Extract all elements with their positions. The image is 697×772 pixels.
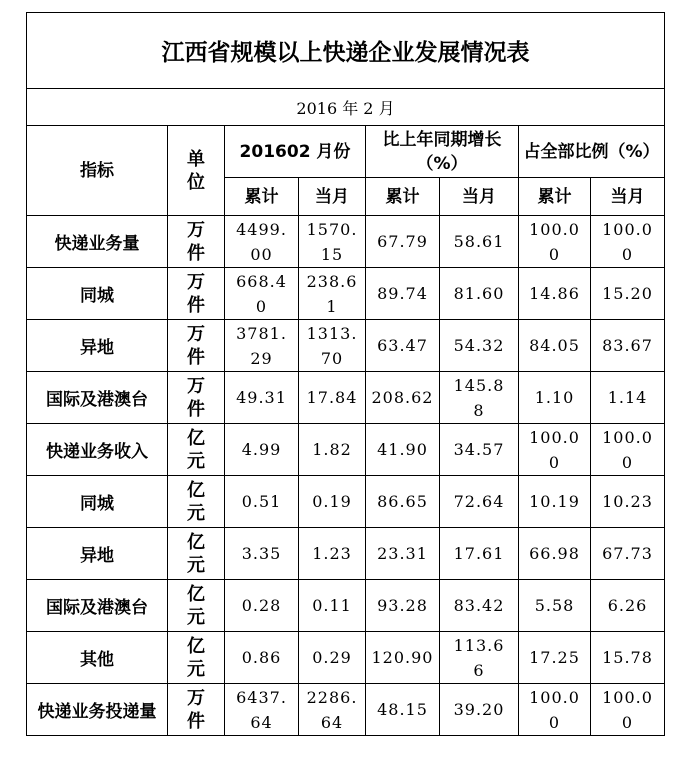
- cell-month-current: 1313.70: [299, 320, 366, 372]
- table-row: [27, 684, 665, 736]
- cell-share-cumulative: 100.00: [519, 684, 591, 736]
- cell-share-current: 83.67: [591, 320, 665, 372]
- table-row: [27, 268, 665, 320]
- cell-growth-cumulative: 23.31: [366, 528, 440, 580]
- cell-share-cumulative: 10.19: [519, 476, 591, 528]
- cell-growth-current: 81.60: [440, 268, 519, 320]
- cell-share-current: 1.14: [591, 372, 665, 424]
- cell-share-current: 100.00: [591, 216, 665, 268]
- row-label: 快递业务收入: [27, 424, 168, 476]
- cell-share-current: 6.26: [591, 580, 665, 632]
- header-month-group: 201602 月份: [225, 126, 366, 178]
- cell-month-current: 1.82: [299, 424, 366, 476]
- table-row: [27, 476, 665, 528]
- table-row: [27, 216, 665, 268]
- cell-growth-current: 58.61: [440, 216, 519, 268]
- cell-growth-current: 54.32: [440, 320, 519, 372]
- cell-month-cumulative: 49.31: [225, 372, 299, 424]
- cell-month-cumulative: 0.51: [225, 476, 299, 528]
- table-row: [27, 424, 665, 476]
- row-unit: 万件: [168, 684, 225, 736]
- cell-growth-cumulative: 89.74: [366, 268, 440, 320]
- cell-growth-current: 34.57: [440, 424, 519, 476]
- cell-growth-current: 39.20: [440, 684, 519, 736]
- express-stats-table: [26, 12, 665, 736]
- row-label: 其他: [27, 632, 168, 684]
- cell-month-current: 0.29: [299, 632, 366, 684]
- cell-growth-current: 72.64: [440, 476, 519, 528]
- row-label: 快递业务投递量: [27, 684, 168, 736]
- table-title: 江西省规模以上快递企业发展情况表: [27, 13, 665, 89]
- cell-share-current: 15.20: [591, 268, 665, 320]
- row-label: 异地: [27, 320, 168, 372]
- row-label: 快递业务量: [27, 216, 168, 268]
- row-unit: 亿元: [168, 476, 225, 528]
- row-label: 国际及港澳台: [27, 372, 168, 424]
- cell-growth-cumulative: 41.90: [366, 424, 440, 476]
- cell-month-cumulative: 3781.29: [225, 320, 299, 372]
- table-row: [27, 320, 665, 372]
- cell-growth-cumulative: 93.28: [366, 580, 440, 632]
- row-unit: 亿元: [168, 528, 225, 580]
- table-row: [27, 372, 665, 424]
- header-growth-group: 比上年同期增长（%）: [366, 126, 519, 178]
- cell-month-current: 2286.64: [299, 684, 366, 736]
- header-growth-cumulative: 累计: [366, 178, 440, 216]
- cell-share-cumulative: 100.00: [519, 216, 591, 268]
- table-row: [27, 632, 665, 684]
- header-indicator: 指标: [27, 126, 168, 216]
- cell-month-cumulative: 0.86: [225, 632, 299, 684]
- row-label: 同城: [27, 268, 168, 320]
- cell-month-current: 1570.15: [299, 216, 366, 268]
- row-unit: 亿元: [168, 632, 225, 684]
- row-unit: 亿元: [168, 580, 225, 632]
- row-label: 异地: [27, 528, 168, 580]
- row-label: 同城: [27, 476, 168, 528]
- header-share-current: 当月: [591, 178, 665, 216]
- cell-month-current: 1.23: [299, 528, 366, 580]
- cell-share-current: 10.23: [591, 476, 665, 528]
- table-row: [27, 528, 665, 580]
- cell-growth-current: 83.42: [440, 580, 519, 632]
- row-unit: 万件: [168, 372, 225, 424]
- cell-growth-cumulative: 67.79: [366, 216, 440, 268]
- express-stats-sheet: [26, 12, 664, 736]
- cell-share-cumulative: 66.98: [519, 528, 591, 580]
- table-subtitle: 2016 年 2 月: [27, 89, 665, 126]
- cell-growth-cumulative: 86.65: [366, 476, 440, 528]
- header-share-cumulative: 累计: [519, 178, 591, 216]
- cell-growth-cumulative: 48.15: [366, 684, 440, 736]
- cell-share-cumulative: 100.00: [519, 424, 591, 476]
- cell-month-current: 238.61: [299, 268, 366, 320]
- cell-growth-current: 17.61: [440, 528, 519, 580]
- cell-share-current: 100.00: [591, 424, 665, 476]
- header-share-group: 占全部比例（%）: [519, 126, 665, 178]
- cell-growth-cumulative: 120.90: [366, 632, 440, 684]
- cell-share-cumulative: 14.86: [519, 268, 591, 320]
- cell-month-cumulative: 6437.64: [225, 684, 299, 736]
- header-month-cumulative: 累计: [225, 178, 299, 216]
- cell-month-cumulative: 3.35: [225, 528, 299, 580]
- cell-share-cumulative: 1.10: [519, 372, 591, 424]
- cell-share-current: 100.00: [591, 684, 665, 736]
- cell-growth-current: 113.66: [440, 632, 519, 684]
- cell-month-cumulative: 0.28: [225, 580, 299, 632]
- cell-month-cumulative: 4499.00: [225, 216, 299, 268]
- cell-month-cumulative: 668.40: [225, 268, 299, 320]
- header-month-current: 当月: [299, 178, 366, 216]
- row-unit: 亿元: [168, 424, 225, 476]
- row-unit: 万件: [168, 268, 225, 320]
- cell-growth-current: 145.88: [440, 372, 519, 424]
- row-unit: 万件: [168, 216, 225, 268]
- cell-month-cumulative: 4.99: [225, 424, 299, 476]
- cell-month-current: 0.11: [299, 580, 366, 632]
- cell-share-cumulative: 84.05: [519, 320, 591, 372]
- row-label: 国际及港澳台: [27, 580, 168, 632]
- cell-share-cumulative: 5.58: [519, 580, 591, 632]
- cell-share-current: 67.73: [591, 528, 665, 580]
- cell-share-cumulative: 17.25: [519, 632, 591, 684]
- cell-month-current: 17.84: [299, 372, 366, 424]
- cell-growth-cumulative: 63.47: [366, 320, 440, 372]
- row-unit: 万件: [168, 320, 225, 372]
- cell-month-current: 0.19: [299, 476, 366, 528]
- header-unit: 单位: [168, 126, 225, 216]
- header-growth-current: 当月: [440, 178, 519, 216]
- cell-share-current: 15.78: [591, 632, 665, 684]
- table-row: [27, 580, 665, 632]
- cell-growth-cumulative: 208.62: [366, 372, 440, 424]
